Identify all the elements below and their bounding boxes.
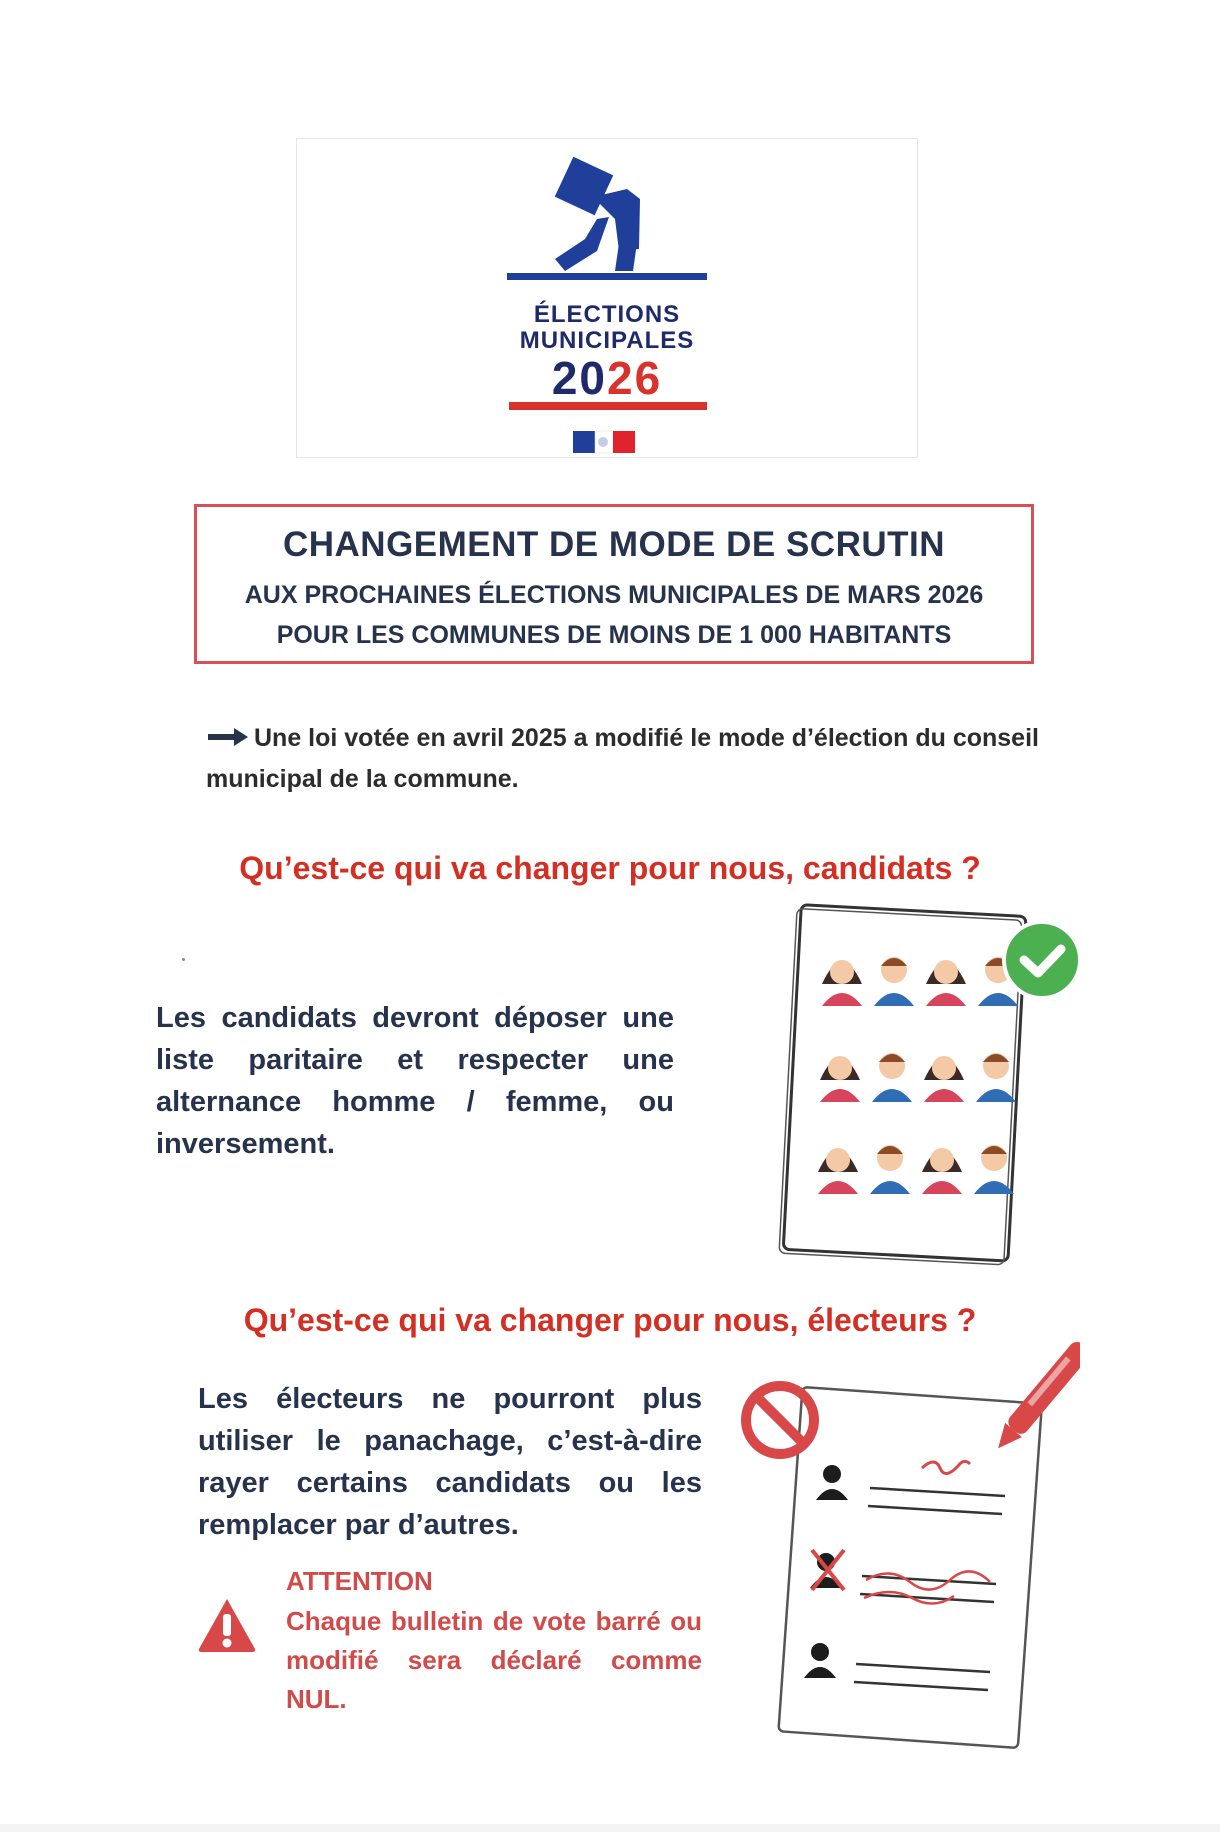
electeurs-text: Les électeurs ne pourront plus utiliser le panachage, c’est-à-dire rayer certains candidats ou les remplacer par d’autres. <box>198 1383 702 1541</box>
parity-list-checkmark-icon <box>762 900 1092 1270</box>
crossed-out-ballot-prohibited-icon <box>740 1340 1080 1760</box>
page-title: CHANGEMENT DE MODE DE SCRUTIN <box>282 525 946 564</box>
title-box <box>194 504 1034 664</box>
elections-logo <box>296 138 918 458</box>
intro-paragraph <box>206 718 1046 799</box>
logo-year <box>297 351 917 405</box>
checkmark-badge-icon <box>1004 922 1080 998</box>
stray-dot <box>182 958 185 961</box>
logo-line2: MUNICIPALES <box>519 327 695 354</box>
logo-year-part2: 26 <box>607 352 663 404</box>
page-bottom-bar <box>0 1824 1220 1832</box>
candidats-heading: Qu’est-ce qui va changer pour nous, candidats ? <box>239 850 981 886</box>
warning-triangle-icon <box>196 1596 258 1659</box>
subtitle-line1: AUX PROCHAINES ÉLECTIONS MUNICIPALES DE MARS 2026 <box>244 581 984 609</box>
ballot-box-voter-icon <box>297 139 917 457</box>
intro-text: Une loi votée en avril 2025 a modifié le mode d’élection du conseil municipal de la commune. <box>206 724 1039 794</box>
logo-line1: ÉLECTIONS <box>533 301 681 328</box>
subtitle-line2: POUR LES COMMUNES DE MOINS DE 1 000 HABITANTS <box>276 621 952 649</box>
logo-year-part1: 20 <box>551 352 607 404</box>
attention-text: Chaque bulletin de vote barré ou modifié sera déclaré comme NUL. <box>286 1606 702 1714</box>
candidats-text: Les candidats devront déposer une liste paritaire et respecter une alternance homme / femme, ou inversement. <box>156 1002 674 1160</box>
arrow-right-icon <box>206 719 250 759</box>
electeurs-heading: Qu’est-ce qui va changer pour nous, électeurs ? <box>243 1302 977 1338</box>
attention-title: ATTENTION <box>286 1566 433 1596</box>
